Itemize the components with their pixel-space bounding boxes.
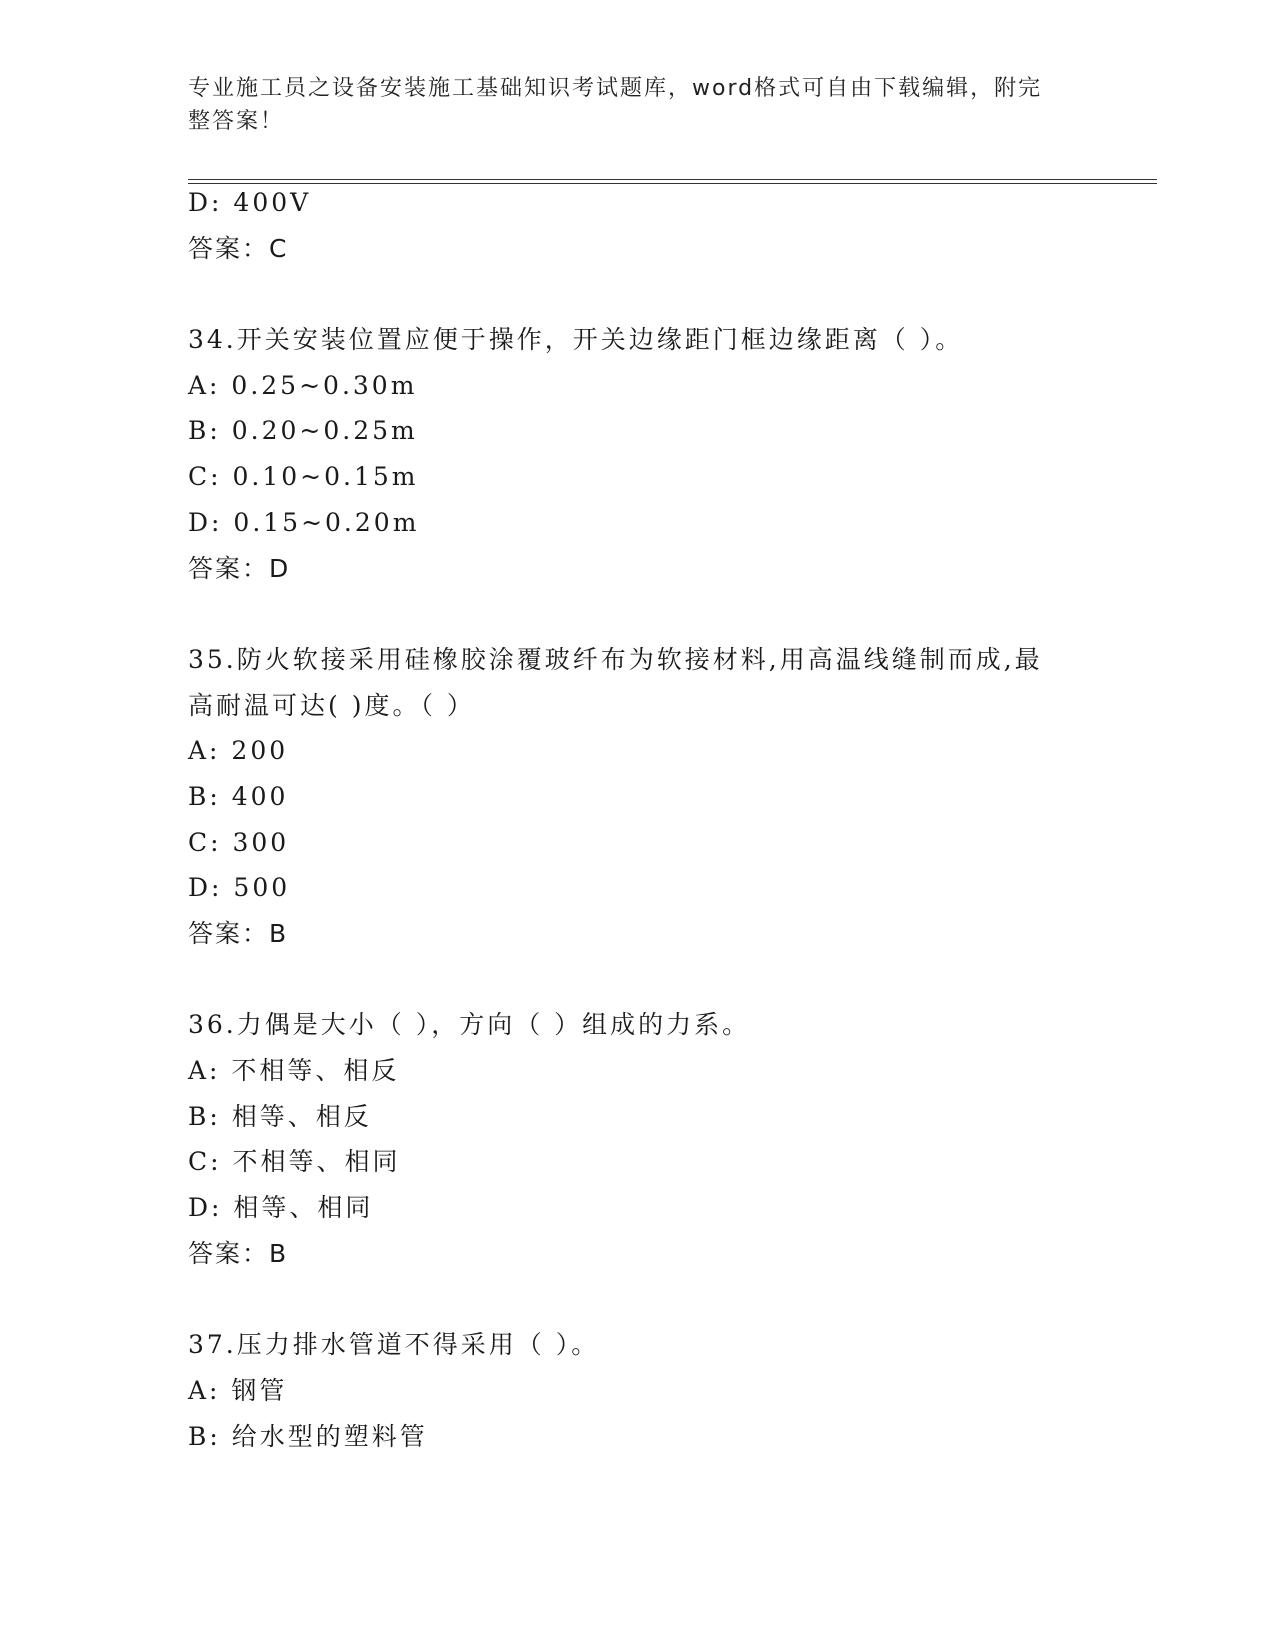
header-line-2: 整答案！ [188, 109, 285, 134]
option-b: B: 给水型的塑料管 [188, 1421, 428, 1451]
question-37 [188, 1330, 1088, 1451]
option-a: A: 不相等、相反 [188, 1056, 400, 1086]
option-b: B: 0.20~0.25m [188, 416, 418, 446]
answer-label: 答案：B [188, 1238, 289, 1268]
answer-label: 答案：D [188, 553, 291, 583]
option-a: A: 钢管 [188, 1375, 288, 1405]
question-content [188, 188, 1088, 1467]
option-b: B: 相等、相反 [188, 1101, 372, 1131]
option-a: A: 200 [188, 736, 289, 766]
question-stem-continued: 高耐温可达( )度。（ ） [188, 690, 475, 720]
header-rule-top [188, 179, 1157, 180]
answer-label: 答案：C [188, 233, 289, 263]
option-c: C: 不相等、相同 [188, 1147, 401, 1177]
spacer [188, 599, 1088, 645]
option-d: D: 400V [188, 188, 312, 217]
option-d: D: 500 [188, 873, 291, 903]
option-c: C: 0.10~0.15m [188, 462, 419, 492]
option-c: C: 300 [188, 827, 290, 857]
header-line-1: 专业施工员之设备安装施工基础知识考试题库，word格式可自由下载编辑，附完 [188, 76, 1043, 101]
option-d: D: 相等、相同 [188, 1193, 374, 1223]
question-36 [188, 1010, 1088, 1268]
document-header [188, 72, 1068, 138]
option-d: D: 0.15~0.20m [188, 507, 420, 537]
question-stem: 36.力偶是大小（ ），方向（ ）组成的力系。 [188, 1010, 751, 1040]
header-rule-bottom [188, 183, 1157, 184]
spacer [188, 965, 1088, 1011]
option-b: B: 400 [188, 781, 289, 811]
question-stem: 34.开关安装位置应便于操作，开关边缘距门框边缘距离（ ）。 [188, 325, 964, 355]
spacer [188, 279, 1088, 325]
spacer [188, 1285, 1088, 1331]
question-34 [188, 325, 1088, 583]
question-stem: 37.压力排水管道不得采用（ ）。 [188, 1330, 600, 1360]
option-a: A: 0.25~0.30m [188, 370, 418, 400]
answer-label: 答案：B [188, 919, 289, 948]
question-35 [188, 645, 1088, 949]
question-stem: 35.防火软接采用硅橡胶涂覆玻纤布为软接材料,用高温线缝制而成,最 [188, 644, 1043, 674]
